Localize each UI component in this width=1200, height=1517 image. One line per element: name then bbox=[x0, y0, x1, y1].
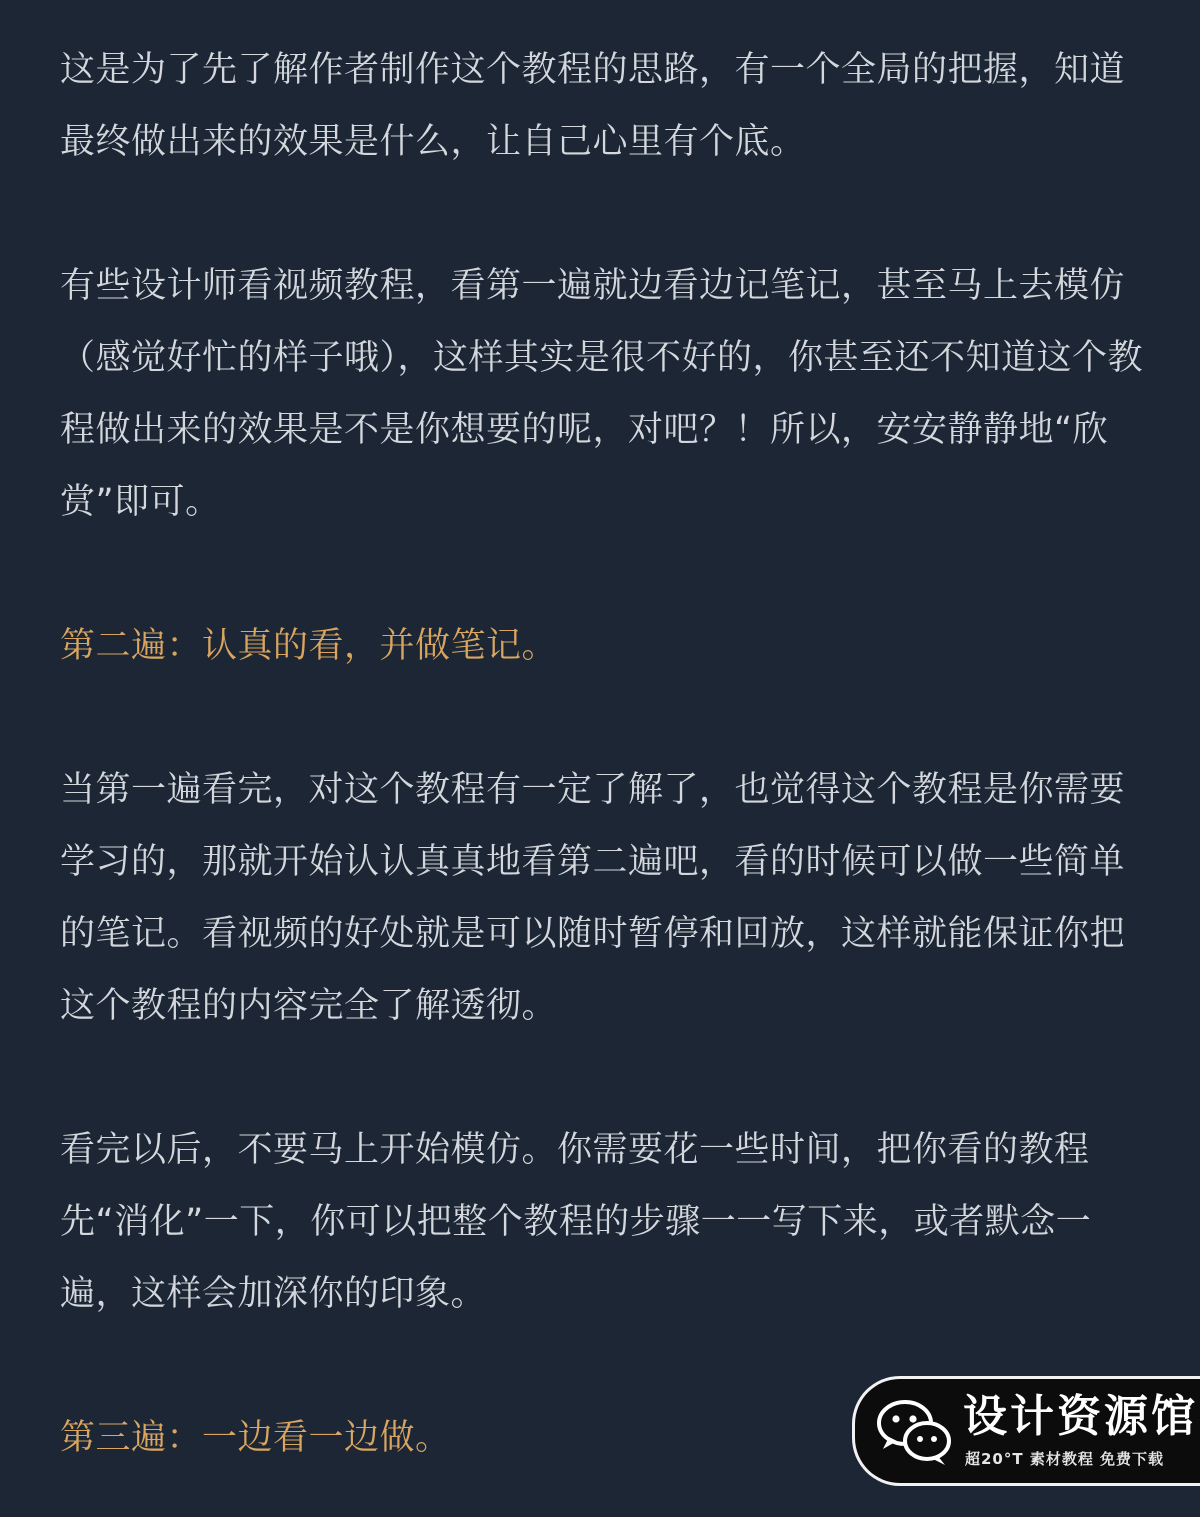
paragraph-2: 有些设计师看视频教程，看第一遍就边看边记笔记，甚至马上去模仿（感觉好忙的样子哦），这样其实是很不好的，你甚至还不知道这个教程做出来的效果是不是你想要的呢，对吧？！所以，安安静静地“欣赏”即可。 bbox=[60, 266, 1144, 522]
paragraph-gap bbox=[60, 178, 1150, 250]
wechat-icon bbox=[877, 1397, 953, 1467]
watermark-title: 设计资源馆 bbox=[963, 1391, 1198, 1442]
watermark-subtitle: 超20°T 素材教程 免费下载 bbox=[965, 1450, 1165, 1468]
watermark-badge bbox=[852, 1376, 1200, 1486]
section-heading-third-pass: 第三遍：一边看一边做。 bbox=[60, 1418, 451, 1458]
section-heading-second-pass: 第二遍：认真的看，并做笔记。 bbox=[60, 626, 558, 666]
paragraph-gap bbox=[60, 682, 1150, 754]
article-body bbox=[60, 34, 1150, 1474]
paragraph-4: 看完以后，不要马上开始模仿。你需要花一些时间，把你看的教程先“消化”一下，你可以把整个教程的步骤一一写下来，或者默念一遍，这样会加深你的印象。 bbox=[60, 1130, 1092, 1314]
paragraph-1: 这是为了先了解作者制作这个教程的思路，有一个全局的把握，知道最终做出来的效果是什么，让自己心里有个底。 bbox=[60, 50, 1126, 162]
paragraph-gap bbox=[60, 538, 1150, 610]
paragraph-3: 当第一遍看完，对这个教程有一定了解了，也觉得这个教程是你需要学习的，那就开始认认真真地看第二遍吧，看的时候可以做一些简单的笔记。看视频的好处就是可以随时暂停和回放，这样就能保证你把这个教程的内容完全了解透彻。 bbox=[60, 770, 1126, 1026]
paragraph-gap bbox=[60, 1042, 1150, 1114]
